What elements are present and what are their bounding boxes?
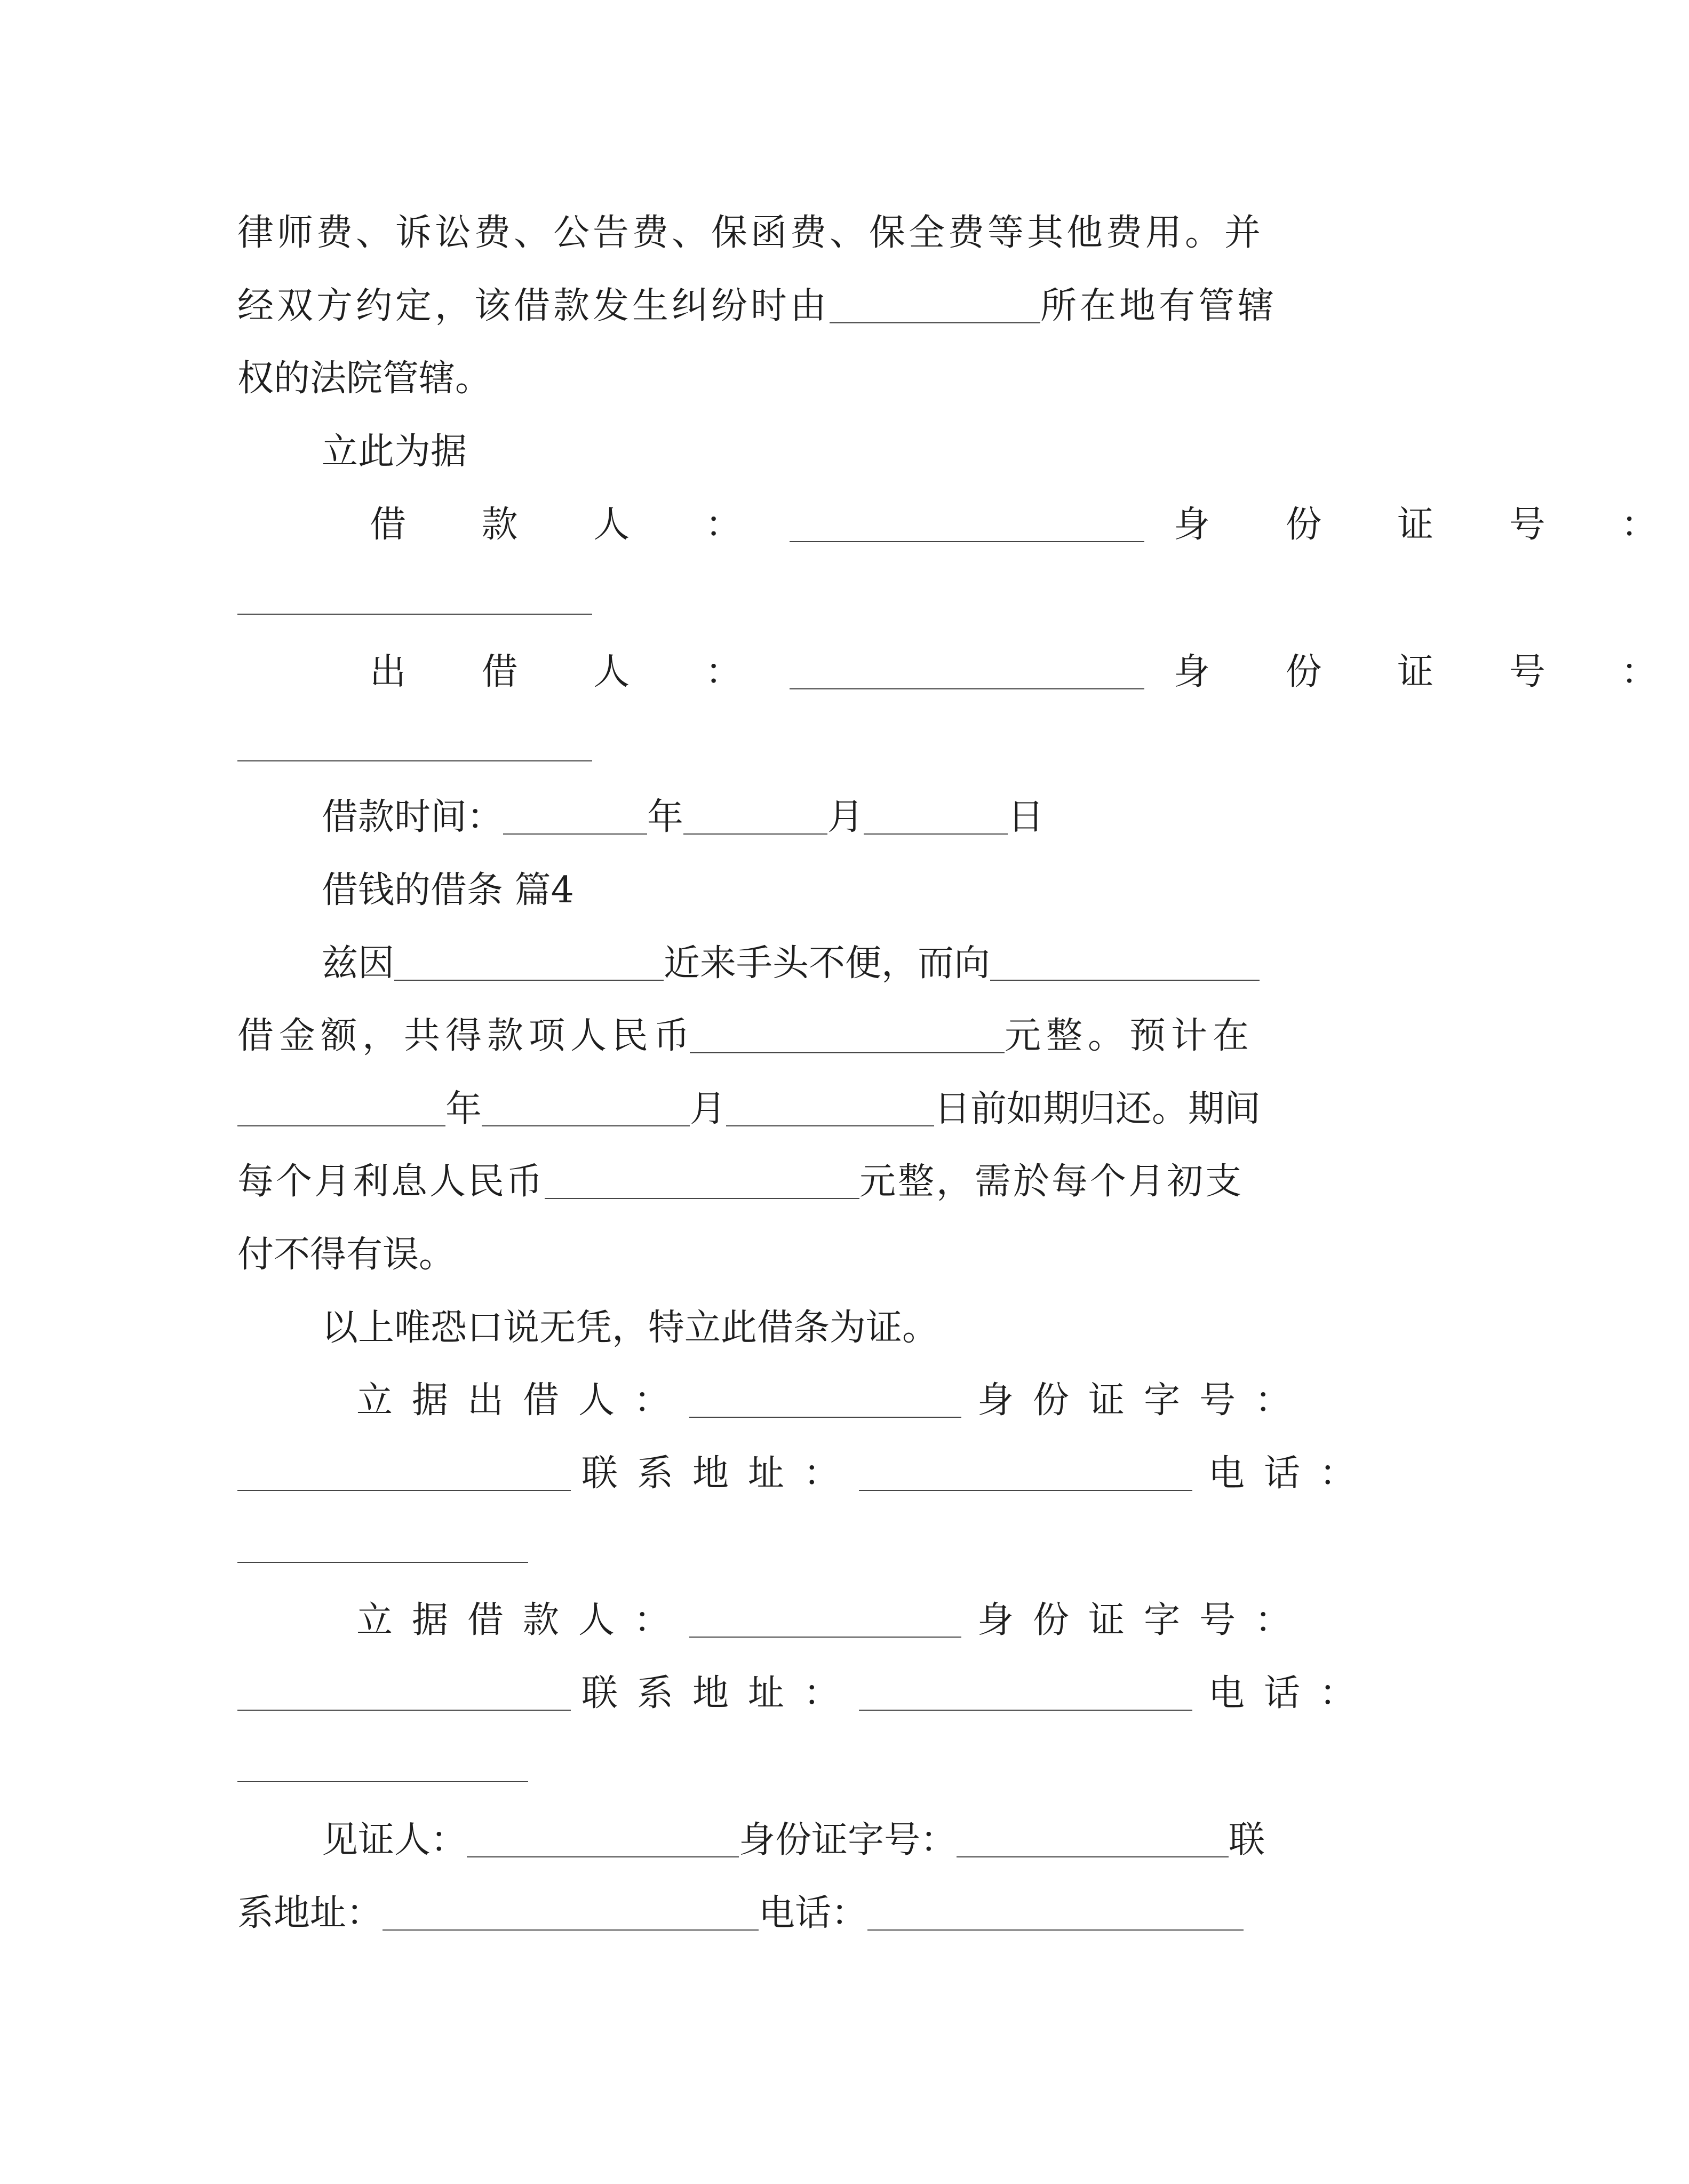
borrower-id-label: 身 份 证 号 ： bbox=[1173, 504, 1689, 546]
borrower-label: 借 款 人 ： bbox=[370, 504, 774, 546]
amount-blank[interactable] bbox=[690, 1020, 1005, 1053]
text: 所在地有管辖 bbox=[1040, 285, 1278, 327]
text: 元整，需於每个月初支 bbox=[859, 1161, 1244, 1203]
text: 律师费、诉讼费、公告费、保函费、保全费等其他费用。并 bbox=[237, 212, 1264, 254]
borrower-id-blank[interactable] bbox=[237, 614, 592, 615]
sig-lender-line2 bbox=[237, 1451, 1375, 1496]
sig-lender-id-blank[interactable] bbox=[237, 1458, 571, 1491]
name-blank[interactable] bbox=[394, 948, 664, 981]
witness-id-label: 身份证字号： bbox=[739, 1819, 957, 1861]
witness-line bbox=[322, 1818, 1265, 1863]
body-line bbox=[322, 941, 1260, 986]
lender-blank[interactable] bbox=[990, 948, 1260, 981]
section-heading bbox=[322, 868, 574, 913]
sig-lender-label: 立据出借人： bbox=[356, 1379, 690, 1421]
sig-borrower-addr-blank[interactable] bbox=[859, 1678, 1192, 1711]
text: 每个月利息人民币 bbox=[237, 1161, 545, 1203]
heading-text: 借钱的借条 篇4 bbox=[322, 869, 574, 911]
lender-id-label: 身 份 证 号 ： bbox=[1173, 651, 1689, 693]
witness-phone-label: 电话： bbox=[759, 1892, 868, 1934]
due-month-blank[interactable] bbox=[482, 1093, 690, 1126]
sig-lender-line bbox=[356, 1378, 1310, 1423]
sig-borrower-addr-label: 联系地址： bbox=[581, 1672, 859, 1714]
sig-borrower-phone-label: 电话： bbox=[1208, 1672, 1375, 1714]
month-blank[interactable] bbox=[683, 801, 827, 835]
text: 日前如期归还。期间 bbox=[934, 1088, 1261, 1130]
blank-court-location[interactable] bbox=[830, 290, 1040, 323]
body-line bbox=[237, 1159, 1244, 1204]
day-blank[interactable] bbox=[864, 801, 1008, 835]
body-line bbox=[237, 211, 1264, 256]
text: 月 bbox=[690, 1088, 727, 1130]
witness-phone-blank[interactable] bbox=[867, 1897, 1244, 1931]
text: 近来手头不便，而向 bbox=[664, 942, 991, 984]
witness-name-blank[interactable] bbox=[467, 1824, 739, 1857]
text: 兹因 bbox=[322, 942, 395, 984]
body-line bbox=[237, 1087, 1261, 1132]
text: 元整。预计在 bbox=[1005, 1015, 1255, 1057]
sig-borrower-line bbox=[356, 1598, 1310, 1643]
text: 以上唯恐口说无凭，特立此借条为证。 bbox=[322, 1307, 939, 1349]
witness-addr-label-b: 系地址： bbox=[237, 1892, 383, 1934]
lender-id-blank[interactable] bbox=[237, 760, 592, 761]
sig-borrower-label: 立据借款人： bbox=[356, 1599, 690, 1641]
lender-line bbox=[370, 650, 1689, 695]
body-line bbox=[237, 1014, 1254, 1059]
witness-id-blank[interactable] bbox=[957, 1824, 1229, 1857]
month-label: 月 bbox=[827, 796, 864, 838]
sig-lender-phone-blank[interactable] bbox=[237, 1562, 528, 1563]
body-line bbox=[322, 430, 467, 474]
sig-lender-id-label: 身份证字号： bbox=[977, 1379, 1311, 1421]
loan-time-label: 借款时间： bbox=[322, 796, 504, 838]
text: 立此为据 bbox=[322, 431, 467, 473]
sig-lender-phone-label: 电话： bbox=[1208, 1452, 1375, 1495]
body-line bbox=[237, 356, 491, 401]
text: 经双方约定，该借款发生纠纷时由 bbox=[237, 285, 830, 327]
interest-blank[interactable] bbox=[545, 1166, 859, 1199]
due-day-blank[interactable] bbox=[726, 1093, 934, 1126]
witness-addr-label-a: 联 bbox=[1229, 1819, 1265, 1861]
body-line bbox=[237, 1233, 455, 1277]
text: 付不得有误。 bbox=[237, 1234, 456, 1276]
text: 年 bbox=[445, 1088, 482, 1130]
borrower-name-blank[interactable] bbox=[790, 509, 1144, 542]
body-line bbox=[322, 1306, 938, 1351]
lender-label: 出 借 人 ： bbox=[370, 651, 774, 693]
sig-lender-name-blank[interactable] bbox=[689, 1385, 961, 1418]
due-year-blank[interactable] bbox=[237, 1093, 445, 1126]
year-blank[interactable] bbox=[503, 801, 647, 835]
lender-name-blank[interactable] bbox=[790, 656, 1144, 689]
year-label: 年 bbox=[647, 796, 684, 838]
witness-line2 bbox=[237, 1891, 1244, 1936]
sig-borrower-id-blank[interactable] bbox=[237, 1678, 571, 1711]
sig-borrower-id-label: 身份证字号： bbox=[977, 1599, 1311, 1641]
sig-borrower-line2 bbox=[237, 1671, 1375, 1716]
loan-time-line bbox=[322, 795, 1044, 840]
witness-label: 见证人： bbox=[322, 1819, 467, 1861]
sig-borrower-name-blank[interactable] bbox=[689, 1605, 961, 1638]
sig-lender-addr-blank[interactable] bbox=[859, 1458, 1192, 1491]
borrower-line bbox=[370, 503, 1689, 547]
day-label: 日 bbox=[1008, 796, 1045, 838]
text: 借金额，共得款项人民币 bbox=[237, 1015, 696, 1057]
witness-addr-blank[interactable] bbox=[383, 1897, 759, 1931]
sig-borrower-phone-blank[interactable] bbox=[237, 1781, 528, 1782]
text: 权的法院管辖。 bbox=[237, 358, 492, 400]
sig-lender-addr-label: 联系地址： bbox=[581, 1452, 859, 1495]
body-line bbox=[237, 284, 1277, 329]
